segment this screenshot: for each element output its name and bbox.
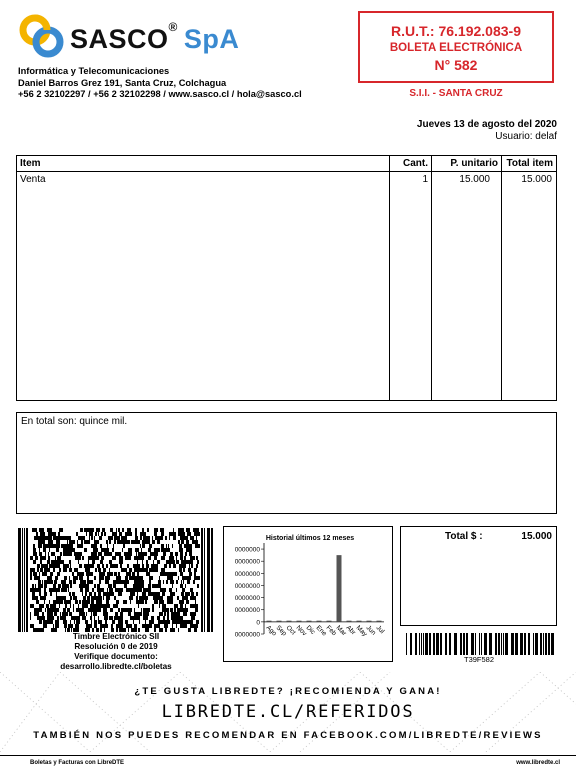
cell-unit-price: 15.000 xyxy=(459,174,490,185)
x-tick-label: Jul xyxy=(374,624,386,636)
cell-item: Venta xyxy=(20,174,46,185)
stamp-verify: Verifique documento: desarrollo.libredte.cl/boletas xyxy=(60,652,172,671)
x-tick-label: Dic xyxy=(304,624,317,636)
document-number: N° 582 xyxy=(434,57,478,73)
chart-bar xyxy=(347,621,352,622)
brand-suffix: SpA xyxy=(183,24,240,54)
sasco-logo-icon xyxy=(18,12,66,60)
footer-link[interactable]: www.libredte.cl xyxy=(516,760,560,766)
stamp-caption xyxy=(18,632,214,672)
barcode-text: T39F582 xyxy=(463,655,495,664)
y-tick-label: 0000000 xyxy=(234,546,260,554)
electronic-stamp-barcode xyxy=(18,528,214,632)
total-label: Total $ : xyxy=(445,531,483,542)
document-type: BOLETA ELECTRÓNICA xyxy=(389,42,523,54)
rut-box xyxy=(358,11,554,83)
chart-bar xyxy=(307,621,312,622)
y-tick-label: 0000000 xyxy=(234,570,260,578)
brand-name xyxy=(70,20,240,55)
items-table xyxy=(16,155,557,401)
x-tick-label: Oct xyxy=(284,624,297,637)
total-value: 15.000 xyxy=(521,531,552,542)
chart-bar xyxy=(287,621,292,622)
promo-referral-link[interactable]: LIBREDTE.CL/REFERIDOS xyxy=(161,702,415,722)
header-total: Total item xyxy=(506,158,553,169)
y-tick-label: 0000000 xyxy=(234,607,260,615)
header-unit-price: P. unitario xyxy=(450,158,498,169)
y-tick-label: 0 xyxy=(256,619,260,627)
column-divider xyxy=(389,156,390,400)
y-tick-label: 0000000 xyxy=(234,595,260,603)
x-tick-label: Ene xyxy=(314,624,328,638)
promo-line-3: TAMBIÉN NOS PUEDES RECOMENDAR EN FACEBOOK.COM/LIBREDTE/REVIEWS xyxy=(33,730,543,741)
header-qty: Cant. xyxy=(403,158,428,169)
footer-left-text: Boletas y Facturas con LibreDTE xyxy=(30,760,125,766)
y-tick-label: 0000000 xyxy=(234,558,260,566)
chart-title: Historial últimos 12 meses xyxy=(265,535,355,542)
x-tick-label: Feb xyxy=(324,624,338,638)
column-divider xyxy=(431,156,432,400)
chart-bar xyxy=(317,621,322,622)
chart-bar xyxy=(357,621,362,622)
stamp-title: Timbre Electrónico SII xyxy=(72,632,160,641)
cell-qty: 1 xyxy=(422,174,428,185)
x-tick-label: Abr xyxy=(344,624,357,637)
issuer-activity: Informática y Telecomunicaciones xyxy=(18,66,170,76)
promo-line-1: ¿TE GUSTA LIBREDTE? ¡RECOMIENDA Y GANA! xyxy=(134,686,442,697)
x-tick-label: Sep xyxy=(274,624,288,638)
chart-bar xyxy=(327,621,332,622)
header-divider xyxy=(17,171,556,172)
x-tick-label: Jun xyxy=(364,624,377,637)
x-tick-label: Ago xyxy=(264,624,278,638)
header-item: Item xyxy=(20,158,41,169)
issuer-rut: R.U.T.: 76.192.083-9 xyxy=(391,23,521,39)
folio-barcode xyxy=(404,633,554,655)
issuer-details xyxy=(18,66,302,101)
issuer-contact: +56 2 32102297 / +56 2 32102298 / www.sasco.cl / hola@sasco.cl xyxy=(18,89,302,99)
y-tick-label: 0000000 xyxy=(234,582,260,590)
column-divider xyxy=(501,156,502,400)
totals-box xyxy=(400,526,557,626)
sii-office: S.I.I. - SANTA CRUZ xyxy=(409,88,503,99)
cell-total: 15.000 xyxy=(521,174,552,185)
chart-bar xyxy=(267,621,272,622)
footer-divider xyxy=(0,755,576,756)
stamp-resolution: Resolución 0 de 2019 xyxy=(74,642,158,651)
history-chart xyxy=(223,526,393,662)
chart-bar xyxy=(277,621,282,622)
x-tick-label: Mar xyxy=(334,624,348,638)
brand-registered-mark: ® xyxy=(168,20,178,34)
date-block xyxy=(417,119,557,143)
total-in-words-box xyxy=(16,412,557,514)
document-user: Usuario: delaf xyxy=(495,131,557,142)
chart-bar xyxy=(377,621,382,622)
document-date: Jueves 13 de agosto del 2020 xyxy=(416,119,557,130)
chart-bar xyxy=(367,621,372,622)
x-tick-label: May xyxy=(354,624,369,638)
brand-title: SASCO xyxy=(70,24,169,54)
history-chart-svg xyxy=(224,527,392,661)
x-tick-label: Nov xyxy=(294,624,308,638)
issuer-address: Daniel Barros Grez 191, Santa Cruz, Colchagua xyxy=(18,77,227,88)
y-tick-label: 0000000 xyxy=(234,631,260,639)
total-in-words: En total son: quince mil. xyxy=(21,416,128,427)
chart-bar xyxy=(297,621,302,622)
chart-bar xyxy=(337,555,342,622)
